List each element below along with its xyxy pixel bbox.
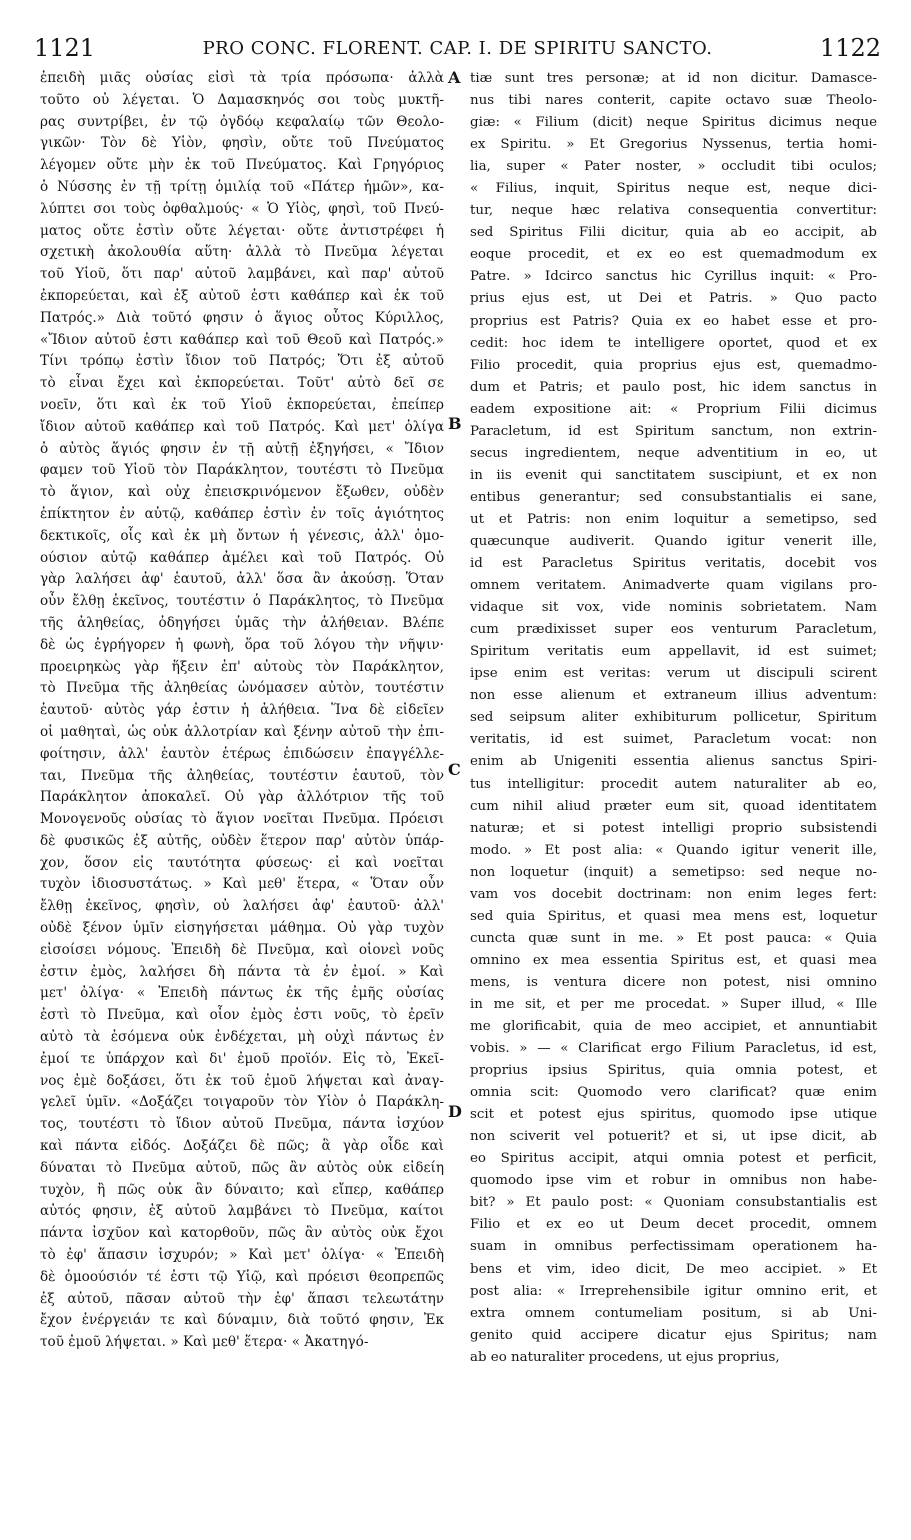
latin-text-line: post alia: « Irreprehensibile igitur omnino erit, et bbox=[470, 1283, 877, 1299]
latin-text-line: nus tibi nares conterit, capite octavo suæ Theolo- bbox=[470, 93, 877, 109]
greek-text-line: ἴδιον αὐτοῦ καθάπερ καὶ τοῦ Πατρός. Καὶ μετ' ὀλίγα bbox=[40, 418, 444, 435]
latin-text-line: quomodo ipse vim et robur in omnibus non habe- bbox=[470, 1173, 877, 1189]
latin-text-line: Paracletum, id est Spiritum sanctum, non extrin- bbox=[470, 423, 877, 439]
latin-text-line: ut et Patris: non enim loquitur a semetipso, sed bbox=[470, 511, 877, 527]
latin-text-line: bit? » Et paulo post: « Quoniam consubstantialis est bbox=[470, 1195, 877, 1211]
latin-text-line: modo. » Et post alia: « Quando igitur venerit ille, bbox=[470, 842, 877, 858]
latin-text-line: proprius ipsius Spiritus, quia omnia potest, et bbox=[470, 1063, 877, 1079]
greek-text-line: ὁ Νύσσης ἐν τῇ τρίτῃ ὁμιλίᾳ τοῦ «Πάτερ ἡμῶν», κα- bbox=[40, 178, 444, 195]
greek-text-line: τοῦτο οὐ λέγεται. Ὁ Δαμασκηνός σοι τοὺς μυκτῆ- bbox=[40, 91, 444, 108]
greek-text-line: δεκτικοῖς, οἷς καὶ ἐκ μὴ ὄντων ἡ γένεσις, ἀλλ' ὁμο- bbox=[40, 527, 444, 544]
greek-text-line: ἐμοί τε ὑπάρχον καὶ δι' ἐμοῦ προϊόν. Εἰς τὸ, Ἐκεῖ- bbox=[40, 1050, 444, 1067]
latin-text-line: bens et vim, ideo dicit, De meo accipiet. » Et bbox=[470, 1261, 877, 1277]
latin-text-line: naturæ; et si potest intelligi proprio subsistendi bbox=[470, 820, 877, 836]
latin-text-line: secus ingredientem, neque adventitium in eo, ut bbox=[470, 445, 877, 461]
page-number-left: 1121 bbox=[34, 34, 96, 62]
latin-text-line: vobis. » — « Clarificat ergo Filium Paracletus, id est, bbox=[470, 1041, 877, 1057]
latin-text-line: scit et potest ejus spiritus, quomodo ipse utique bbox=[470, 1107, 877, 1123]
greek-text-line: ἐστὶ τὸ Πνεῦμα, καὶ οἷον ἐμὸς ἐστι νοῦς, τὸ ἐρεῖν bbox=[40, 1007, 444, 1024]
greek-text-line: ται, Πνεῦμα τῆς ἀληθείας, τουτέστιν ἑαυτοῦ, τὸν bbox=[40, 767, 444, 784]
latin-text-line: tus intelligitur: procedit autem naturaliter ab eo, bbox=[470, 776, 877, 792]
latin-text-line: eadem expositione ait: « Proprium Filii dicimus bbox=[470, 401, 877, 417]
greek-text-line: αὐτός φησιν, ἐξ αὐτοῦ λαμβάνει τὸ Πνεῦμα, καίτοι bbox=[40, 1203, 444, 1220]
latin-text-line: omnia scit: Quomodo vero clarificat? quæ enim bbox=[470, 1085, 877, 1101]
greek-text-line: οὖν ἔλθῃ ἐκεῖνος, τουτέστιν ὁ Παράκλητος, τὸ Πνεῦμα bbox=[40, 593, 444, 610]
section-marker-d: D bbox=[448, 1102, 462, 1121]
greek-text-line: δύναται τὸ Πνεῦμα αὐτοῦ, πῶς ἂν αὐτὸς οὐκ εἰδείη bbox=[40, 1159, 444, 1176]
latin-text-line: vidaque sit vox, vide nominis sobrietatem. Nam bbox=[470, 600, 877, 616]
greek-text-line: ἐξ αὐτοῦ, πᾶσαν αὐτοῦ τὴν ἐφ' ἅπασι τελεωτάτην bbox=[40, 1290, 444, 1307]
greek-text-line: ἑαυτοῦ· αὐτὸς γάρ ἐστιν ἡ ἀλήθεια. Ἵνα δὲ εἰδεῖεν bbox=[40, 702, 444, 719]
greek-text-line: νοεῖν, ὅτι καὶ ἐκ τοῦ Υἱοῦ ἐκπορεύεται, ἐπείπερ bbox=[40, 396, 444, 413]
greek-text-line: πάντα ἰσχῦον καὶ κατορθοῦν, πῶς ἂν αὐτὸς οὐκ ἔχοι bbox=[40, 1225, 444, 1242]
latin-text-line: Filio et ex eo ut Deum decet procedit, omnem bbox=[470, 1217, 877, 1233]
greek-text-line: οἱ μαθηταὶ, ὡς οὐκ ἀλλοτρίαν καὶ ξένην αὐτοῦ τὴν ἐπι- bbox=[40, 723, 444, 740]
latin-text-line: id est Paracletus Spiritus veritatis, docebit vos bbox=[470, 556, 877, 572]
greek-text-line: γικῶν· Τὸν δὲ Υἱὸν, φησὶν, οὔτε τοῦ Πνεύματος bbox=[40, 135, 444, 152]
latin-text-line: genito quid accipere dicatur ejus Spiritus; nam bbox=[470, 1327, 877, 1343]
latin-text-line: veritatis, id est suimet, Paracletum vocat: non bbox=[470, 732, 877, 748]
greek-text-line: ἐπειδὴ μιᾶς οὐσίας εἰσὶ τὰ τρία πρόσωπα· ἀλλὰ bbox=[40, 70, 444, 86]
running-title: PRO CONC. FLORENT. CAP. I. DE SPIRITU SANCTO. bbox=[202, 38, 713, 59]
latin-text-line: sed Spiritus Filii dicitur, quia ab eo accipit, ab bbox=[470, 225, 877, 241]
section-marker-b: B bbox=[448, 414, 462, 433]
latin-text-line: ipse enim est veritas: verum ut discipuli scirent bbox=[470, 666, 877, 682]
latin-text-line: eoque procedit, et ex eo est quemadmodum ex bbox=[470, 247, 877, 263]
greek-text-line: Μονογενοῦς οὐσίας τὸ ἅγιον νοεῖται Πνεῦμα. Πρόεισι bbox=[40, 811, 444, 828]
greek-text-line: λέγομεν οὔτε μὴν ἐκ τοῦ Πνεύματος. Καὶ Γρηγόριος bbox=[40, 157, 444, 174]
greek-text-line: δὲ ὡς ἐγρήγορεν ἡ φωνὴ, ὅρα τοῦ λόγου τὴν νῆψιν· bbox=[40, 636, 444, 653]
latin-text-line: Filio procedit, quia proprius ejus est, quemadmo- bbox=[470, 357, 877, 373]
latin-text-line: mens, is ventura dicere non potest, nisi omnino bbox=[470, 974, 877, 990]
greek-text-line: τυχὸν ἰδιοσυστάτως. » Καὶ μεθ' ἕτερα, « Ὅταν οὖν bbox=[40, 876, 444, 893]
greek-text-line: τος, τουτέστι τὸ ἴδιον αὐτοῦ Πνεῦμα, πάντα ἰσχύον bbox=[40, 1116, 444, 1133]
latin-text-line: omnino ex mea essentia Spiritus est, et quasi mea bbox=[470, 952, 877, 968]
latin-text-line: proprius est Patris? Quia ex eo habet esse et pro- bbox=[470, 313, 877, 329]
greek-text-line: τὸ ἐφ' ἅπασιν ἰσχυρόν; » Καὶ μετ' ὀλίγα· « Ἐπειδὴ bbox=[40, 1247, 444, 1264]
latin-text-line: cum prædixisset super eos venturum Paracletum, bbox=[470, 622, 877, 638]
greek-text-line: τὸ εἶναι ἔχει καὶ ἐκπορεύεται. Τοῦτ' αὐτὸ δεῖ σε bbox=[40, 375, 444, 392]
greek-text-line: τὸ Πνεῦμα τῆς ἀληθείας ὠνόμασεν αὐτὸν, τουτέστιν bbox=[40, 680, 444, 697]
greek-text-line: καὶ πάντα εἰδός. Δοξάζει δὲ πῶς; ἃ γὰρ οἶδε καὶ bbox=[40, 1138, 444, 1155]
greek-text-line: ἐστιν ἐμὸς, λαλήσει δὴ πάντα τὰ ἐν ἐμοί. » Καὶ bbox=[40, 963, 444, 980]
latin-text-line: prius ejus est, ut Dei et Patris. » Quo pacto bbox=[470, 291, 877, 307]
latin-text-line: suam in omnibus perfectissimam operationem ha- bbox=[470, 1239, 877, 1255]
latin-text-line: cum nihil aliud præter eum sit, quoad identitatem bbox=[470, 798, 877, 814]
latin-text-line: cuncta quæ sunt in me. » Et post pauca: « Quia bbox=[470, 930, 877, 946]
greek-text-line: οὐδὲ ξένον ὑμῖν εἰσηγήσεται μάθημα. Οὐ γὰρ τυχὸν bbox=[40, 920, 444, 937]
page-header bbox=[34, 30, 881, 64]
greek-text-line: φοίτησιν, ἀλλ' ἑαυτὸν ἑτέρως ἐπιδώσειν ἐπαγγέλλε- bbox=[40, 745, 444, 762]
greek-text-line: ρας συντρίβει, ἐν τῷ ὀγδόῳ κεφαλαίῳ τῶν Θεολο- bbox=[40, 113, 444, 130]
page-number-right: 1122 bbox=[819, 34, 881, 62]
greek-text-line: ἔλθῃ ἐκεῖνος, φησὶν, οὐ λαλήσει ἀφ' ἑαυτοῦ· ἀλλ' bbox=[40, 898, 444, 915]
latin-text-line: extra omnem contumeliam positum, si ab Uni- bbox=[470, 1305, 877, 1321]
latin-text-line: quæcunque audiverit. Quando igitur venerit ille, bbox=[470, 533, 877, 549]
greek-text-line: χον, ὅσον εἰς ταυτότητα φύσεως· εἰ καὶ νοεῖται bbox=[40, 854, 444, 871]
greek-text-line: λύπτει σοι τοὺς ὀφθαλμούς· « Ὁ Υἱὸς, φησὶ, τοῦ Πνεύ- bbox=[40, 200, 444, 217]
latin-text-line: non sciverit vel potuerit? et si, ut ipse dicit, ab bbox=[470, 1129, 877, 1145]
latin-text-line: Spiritum veritatis eum appellavit, id est suimet; bbox=[470, 644, 877, 660]
greek-text-line: νος ἐμὲ δοξάσει, ὅτι ἐκ τοῦ ἐμοῦ λήψεται καὶ ἀναγ- bbox=[40, 1072, 444, 1089]
latin-text-line: « Filius, inquit, Spiritus neque est, neque dici- bbox=[470, 181, 877, 197]
greek-text-line: φαμεν τοῦ Υἱοῦ τὸν Παράκλητον, τουτέστι τὸ Πνεῦμα bbox=[40, 462, 444, 479]
latin-text-line: entibus generantur; sed consubstantialis ei sane, bbox=[470, 489, 877, 505]
greek-text-line: σχετικὴ ἀκολουθία αὕτη· ἀλλὰ τὸ Πνεῦμα λέγεται bbox=[40, 244, 444, 261]
latin-text-line: non esse alienum et extraneum illius adventum: bbox=[470, 688, 877, 704]
greek-text-line: προειρηκὼς γὰρ ἥξειν ἐπ' αὐτοὺς τὸν Παράκλητον, bbox=[40, 658, 444, 675]
latin-column bbox=[470, 68, 877, 1513]
greek-text-line: γελεῖ ὑμῖν. «Δοξάζει τοιγαροῦν τὸν Υἱὸν ὁ Παράκλη- bbox=[40, 1094, 444, 1111]
latin-text-line: enim ab Unigeniti essentia alienus sanctus Spiri- bbox=[470, 754, 877, 770]
greek-text-line: αὐτὸ τὰ ἐσόμενα οὐκ ἐνδέχεται, μὴ οὐχὶ πάντως ἐν bbox=[40, 1029, 444, 1046]
latin-text-line: dum et Patris; et paulo post, hic idem sanctus in bbox=[470, 379, 877, 395]
greek-text-line: ματος οὔτε ἐστὶν οὔτε λέγεται· οὔτε ἀντιστρέφει ἡ bbox=[40, 222, 444, 239]
latin-text-line: in me sit, et per me procedat. » Super illud, « Ille bbox=[470, 996, 877, 1012]
latin-text-line: tiæ sunt tres personæ; at id non dicitur. Damasce- bbox=[470, 71, 877, 86]
section-marker-c: C bbox=[448, 760, 461, 779]
latin-text-line: in iis evenit qui sanctitatem suscipiunt, et ex non bbox=[470, 467, 877, 483]
greek-text-line: τυχὸν, ἢ πῶς οὐκ ἂν δύναιτο; καὶ εἴπερ, καθάπερ bbox=[40, 1181, 444, 1198]
latin-text-line: non loquetur (inquit) a semetipso: sed neque no- bbox=[470, 864, 877, 880]
greek-text-line: ὁ αὐτὸς ἅγιός φησιν ἐν τῇ αὐτῇ ἐξηγήσει, « Ἴδιον bbox=[40, 440, 444, 457]
latin-text-line: sed seipsum aliter exhibiturum pollicetur, Spiritum bbox=[470, 710, 877, 726]
greek-text-line: ούσιον αὐτῷ καθάπερ ἀμέλει καὶ τοῦ Πατρός. Οὐ bbox=[40, 549, 444, 566]
greek-text-line: μετ' ὀλίγα· « Ἐπειδὴ πάντως ἐκ τῆς ἐμῆς οὐσίας bbox=[40, 985, 444, 1002]
greek-text-line: τοῦ ἐμοῦ λήψεται. » Καὶ μεθ' ἕτερα· « Ἀκατηγό- bbox=[40, 1334, 369, 1351]
latin-text-line: ex Spiritu. » Et Gregorius Nyssenus, tertia homi- bbox=[470, 137, 877, 153]
greek-text-line: γὰρ λαλήσει ἀφ' ἑαυτοῦ, ἀλλ' ὅσα ἂν ἀκούσῃ. Ὅταν bbox=[40, 571, 444, 588]
latin-text-line: tur, neque hæc relativa consequentia convertitur: bbox=[470, 203, 877, 219]
greek-text-line: δὲ ὁμοούσιόν τέ ἐστι τῷ Υἱῷ, καὶ πρόεισι θεοπρεπῶς bbox=[40, 1268, 444, 1285]
greek-text-line: ἐκπορεύεται, καὶ ἐξ αὐτοῦ ἐστι καθάπερ καὶ ἐκ τοῦ bbox=[40, 287, 444, 304]
latin-text-line: Patre. » Idcirco sanctus hic Cyrillus inquit: « Pro- bbox=[470, 269, 877, 285]
greek-text-line: ἔχον ἐνέργειάν τε καὶ δύναμιν, διὰ τοῦτό φησιν, Ἐκ bbox=[40, 1312, 444, 1329]
latin-text-line: cedit: hoc idem te intelligere oportet, quod et ex bbox=[470, 335, 877, 351]
latin-text-line: eo Spiritus accipit, atqui omnia potest et perficit, bbox=[470, 1151, 877, 1167]
greek-text-line: δὲ φυσικῶς ἐξ αὐτῆς, οὐδὲν ἕτερον παρ' αὐτὸν ὑπάρ- bbox=[40, 832, 444, 849]
latin-text-line: me glorificabit, quia de meo accipiet, et annuntiabit bbox=[470, 1019, 877, 1035]
greek-text-line: τῆς ἀληθείας, ὁδηγήσει ὑμᾶς τὴν ἀλήθειαν. Βλέπε bbox=[40, 614, 444, 631]
greek-text-line: εἰσοίσει νόμους. Ἐπειδὴ δὲ Πνεῦμα, καὶ οἱονεὶ νοῦς bbox=[40, 941, 444, 958]
greek-text-line: τοῦ Υἱοῦ, ὅτι παρ' αὐτοῦ λαμβάνει, καὶ παρ' αὐτοῦ bbox=[40, 266, 444, 283]
greek-column bbox=[40, 68, 444, 1513]
greek-text-line: τὸ ἅγιον, καὶ οὐχ ἐπεισκρινόμενον ἔξωθεν, οὐδὲν bbox=[40, 484, 444, 501]
latin-text-line: ab eo naturaliter procedens, ut ejus proprius, bbox=[470, 1349, 780, 1365]
greek-text-line: Τίνι τρόπῳ ἐστὶν ἴδιον τοῦ Πατρός; Ὅτι ἐξ αὐτοῦ bbox=[40, 353, 444, 370]
section-marker-a: A bbox=[448, 68, 461, 87]
greek-text-line: Παράκλητον ἀποκαλεῖ. Οὐ γὰρ ἀλλότριον τῆς τοῦ bbox=[40, 789, 444, 806]
latin-text-line: giæ: « Filium (dicit) neque Spiritus dicimus neque bbox=[470, 115, 877, 131]
greek-text-line: ἐπίκτητον ἐν αὐτῷ, καθάπερ ἐστὶν ἐν τοῖς ἁγιότητος bbox=[40, 505, 444, 522]
latin-text-line: lia, super « Pater noster, » occludit tibi oculos; bbox=[470, 159, 877, 175]
latin-text-line: sed quia Spiritus, et quasi mea mens est, loquetur bbox=[470, 908, 877, 924]
latin-text-line: omnem veritatem. Animadverte quam vigilans pro- bbox=[470, 578, 877, 594]
greek-text-line: «Ἴδιον αὐτοῦ ἐστι καθάπερ καὶ τοῦ Θεοῦ καὶ Πατρός.» bbox=[40, 331, 444, 348]
greek-text-line: Πατρός.» Διὰ τοῦτό φησιν ὁ ἅγιος οὗτος Κύριλλος, bbox=[40, 309, 444, 326]
latin-text-line: vam vos docebit doctrinam: non enim leges fert: bbox=[470, 886, 877, 902]
